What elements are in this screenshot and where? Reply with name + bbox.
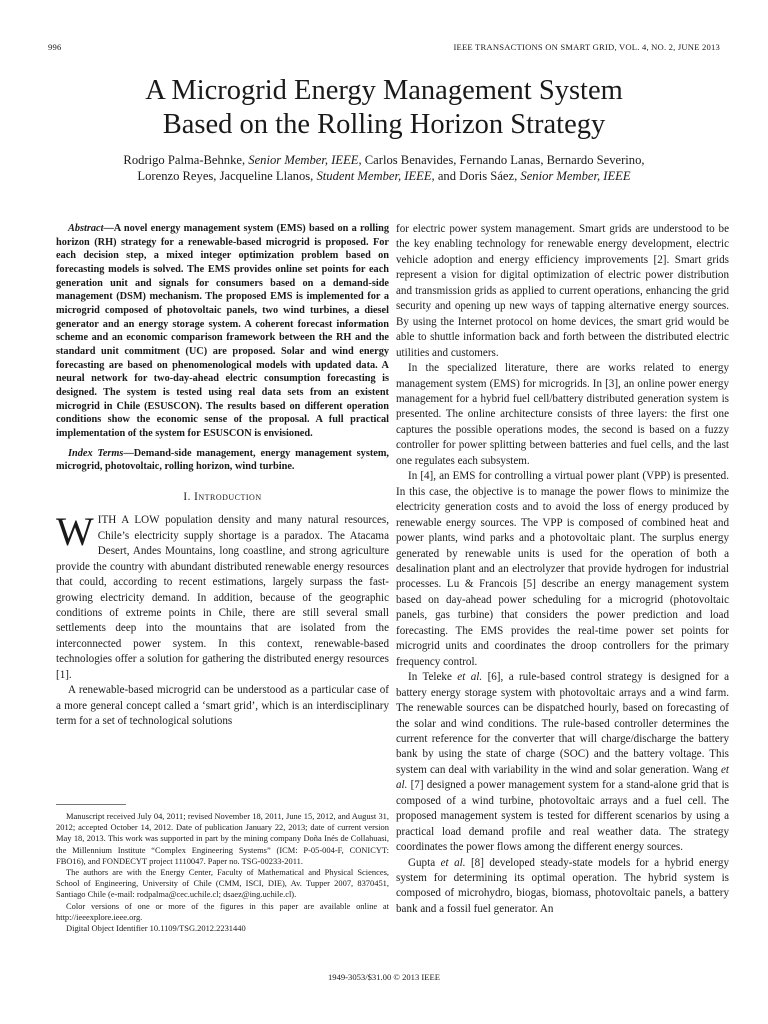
index-terms: Index Terms—Demand-side management, energy management system, microgrid, photovoltaic, rolling horizon, wind turbine. [56,447,389,473]
footnote-color: Color versions of one or more of the figures in this paper are available online at http://ieeexplore.ieee.org. [56,900,389,922]
title-line-1: A Microgrid Energy Management System [145,75,623,106]
section-heading: I. Introduction [183,490,262,503]
footnotes [56,811,389,934]
right-paragraph-3: In [4], an EMS for controlling a virtual power plant (VPP) is presented. In this case, the objective is to manage the power flows to minimize the electricity generation costs and to avoid the loss of energy produced by renewable energy sources. The VPP is composed of combined heat and power plants, wind parks and a photovoltaic plant. The surplus energy generated by renewable units is used for the operation of both a desalination plant and an electrolyzer that provide hydrogen for industrial processes. Lu & Francois [5] describe an energy management system based on day-ahead power scheduling for a microgrid (photovoltaic panels, gas turbine) that considers the power prediction and load forecasting. The EMS provides the real-time power set points for microgrid units and coordinates the droop controllers for the primary frequency control. [396,470,729,668]
drop-cap: W [56,509,94,555]
right-paragraph-1: for electric power system management. Smart grids are understood to be the key enabling technology for renewable energy development, electric vehicle adoption and energy efficiency improvements [2]. Smart grids represent a vision for digital optimization of electric power distribution and transmission grids as applied to current operations, enhancing the grid security and opening up new ways of tapping alternative energy sources. By using the Internet protocol on home devices, the smart grid would be able to shuttle information back and forth between the distributed electric utilities and customers. [396,223,729,359]
footnote-rule [56,804,126,805]
copyright-footer: 1949-3053/$31.00 © 2013 IEEE [327,972,441,982]
journal-name: IEEE TRANSACTIONS ON SMART GRID, VOL. 4, NO. 2, JUNE 2013 [453,42,720,52]
author-line-1: Rodrigo Palma-Behnke, Senior Member, IEEE, Carlos Benavides, Fernando Lanas, Bernardo Severino, [123,153,645,167]
author-list [40,153,728,184]
right-paragraph-2: In the specialized literature, there are works related to energy management system (EMS) for microgrids. In [3], an online power energy management for a hybrid fuel cell/battery distributed generation system is presented. The online architecture consists of three layers: the first one captures the possible operations modes, the second is based on a fuzzy controller for power splitting between batteries and fuel cells, and the last one regulates each subsystem. [396,362,729,467]
author-line-2: Lorenzo Reyes, Jacqueline Llanos, Student Member, IEEE, and Doris Sáez, Senior Member, IEEE [137,168,631,183]
intro-paragraph-2: A renewable-based microgrid can be understood as a particular case of a more general concept called a ‘smart grid’, which is an interdisciplinary term for a set of technological solutions [56,684,389,728]
footnote-authors: The authors are with the Energy Center, Faculty of Mathematical and Physical Sciences, School of Engineering, University of Chile (CMM, ISCI, DIE), Av. Tupper 2007, 8370451, Santiago Chile (e-mail: rodpalma@cec.uchile.cl; dsaez@ing.uchile.cl). [56,867,389,900]
intro-paragraph-1: WITH A LOW population density and many natural resources, Chile’s electricity supply shortage is a paradox. The Atacama Desert, Andes Mountains, long coastline, and strong agriculture provide the country with abundant distributed renewable energy resources that could, according to recent estimations, largely surpass the fast-growing electricity demand. In addition, because of the geographic conditions of extreme points in Chile, there are still several small settlements deep into the mountains that are isolated from the interconnected power system. In this context, renewable-based technologies offer a solution for gathering the distributed energy resources [1]. [56,509,389,681]
left-column [56,222,389,730]
title-line-2: Based on the Rolling Horizon Strategy [162,109,606,140]
right-paragraph-5: Gupta et al. [8] developed steady-state models for a hybrid energy system for determining its optimal operation. The hybrid system is composed of microhydro, biogas, biomass, photovoltaic panels, a battery bank and a fossil fuel generator. An [396,856,730,915]
right-column [396,222,729,917]
footnote-doi: Digital Object Identifier 10.1109/TSG.2012.2231440 [66,923,246,934]
footnote-manuscript: Manuscript received July 04, 2011; revised November 18, 2011, June 15, 2012, and August 31, 2012; accepted October 14, 2012. Date of publication January 22, 2013; date of current version May 18, 2013. This work was supported in part by the mining company Doña Inés de Collahuasi, the Millennium Institute “Complex Engineering Systems” (ICM: P-05-004-F, CONICYT: FBO16), and FONDECYT project 1110047. Paper no. TSG-00233-2011. [56,811,389,866]
abstract: Abstract—A novel energy management system (EMS) based on a rolling horizon (RH) strategy for a renewable-based microgrid is proposed. For each decision step, a mixed integer optimization problem based on forecasting models is solved. The EMS provides online set points for each generation unit and signals for consumers based on a demand-side management (DSM) mechanism. The proposed EMS is implemented for a microgrid composed of photovoltaic panels, two wind turbines, a diesel generator and an energy storage system. A coherent forecast information scheme and an economic comparison framework between the RH and the standard unit commitment (UC) are proposed. Solar and wind energy forecasting are based on phenomenological models with updated data. A neural network for two-day-ahead electric consumption forecasting is designed. The system is tested using real data sets from an existent microgrid in Chile (ESUSCON). The results based on different operation conditions show the economic sense of the proposal. A full practical implementation of the system for ESUSCON is envisioned. [56,223,389,439]
right-paragraph-4: In Teleke et al. [6], a rule-based control strategy is designed for a battery energy storage system with photovoltaic arrays and a wind farm. The renewable sources can be dispatched hourly, based on forecasting of the solar and wind conditions. The rule-based controller determines the current reference for the converter that will charge/discharge the battery bank by using the state of charge (SOC) and the battery voltage. This system can deal with variability in the wind and solar generation. Wang et al. [7] designed a power management system for a stand-alone grid that is composed of a wind turbine, photovoltaic arrays and a fuel cell. The proposed management system is tested for different scenarios by using a practical load demand profile and real weather data. The strategy coordinates the power flows among the different energy sources. [396,671,730,854]
paper-title [40,74,728,142]
page-number: 996 [48,42,62,52]
